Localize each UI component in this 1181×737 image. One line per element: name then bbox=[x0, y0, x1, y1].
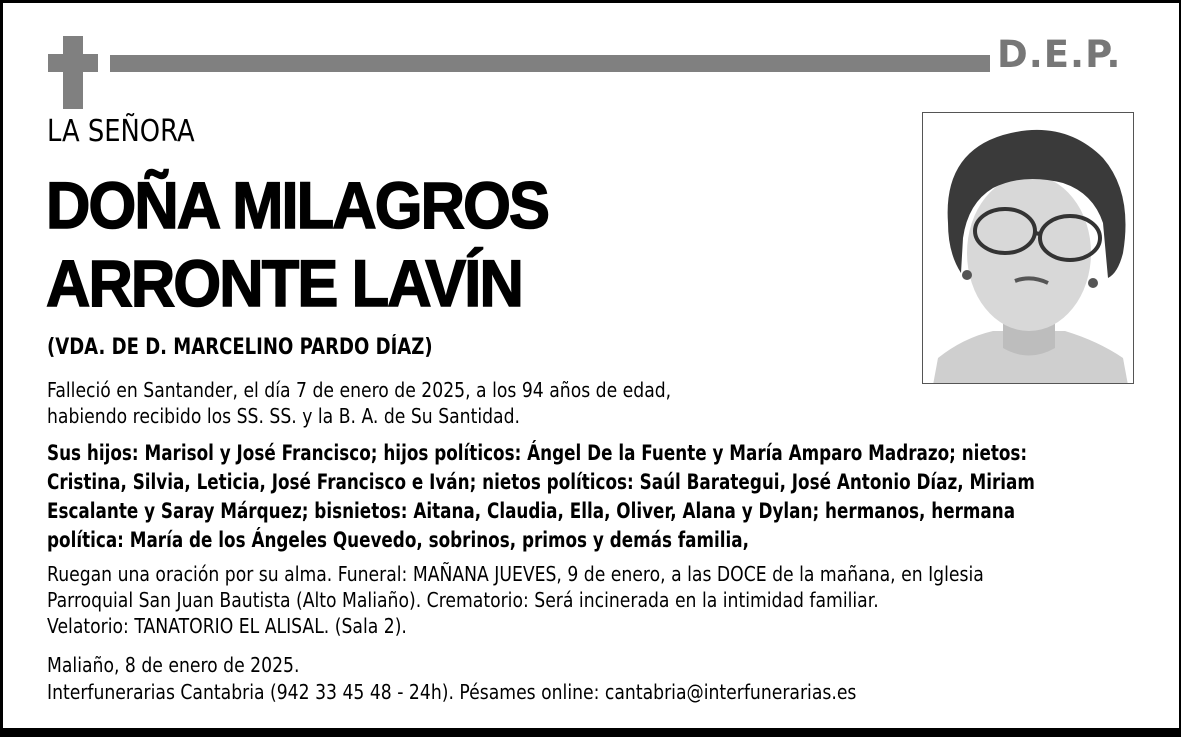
death-info-line: Falleció en Santander, el día 7 de enero de 2025, a los 94 años de edad, bbox=[47, 378, 672, 402]
cross-vertical bbox=[63, 36, 83, 109]
family-line: Escalante y Saray Márquez; bisnietos: Aitana, Claudia, Ella, Oliver, Alana y Dylan; hermanos, hermana bbox=[47, 499, 1016, 523]
funeral-line: Ruegan una oración por su alma. Funeral: MAÑANA JUEVES, 9 de enero, a las DOCE de la mañana, en Iglesia bbox=[47, 562, 984, 586]
family-line: política: María de los Ángeles Quevedo, sobrinos, primos y demás familia, bbox=[47, 528, 749, 552]
widow-of: (VDA. DE D. MARCELINO PARDO DÍAZ) bbox=[47, 335, 433, 360]
funeral-line: Velatorio: TANATORIO EL ALISAL. (Sala 2). bbox=[47, 614, 407, 638]
family-line: Sus hijos: Marisol y José Francisco; hijos políticos: Ángel De la Fuente y María Amparo Madrazo; nietos: bbox=[47, 441, 1028, 465]
deceased-name-line2: ARRONTE LAVÍN bbox=[46, 246, 522, 320]
death-info-line: habiendo recibido los SS. SS. y la B. A. de Su Santidad. bbox=[47, 404, 521, 428]
header-rule bbox=[110, 55, 990, 72]
place-date: Maliaño, 8 de enero de 2025. bbox=[47, 653, 300, 677]
funeral-home-contact: Interfunerarias Cantabria (942 33 45 48 - 24h). Pésames online: cantabria@interfunerarias.es bbox=[47, 680, 857, 704]
deceased-name-line1: DOÑA MILAGROS bbox=[46, 168, 549, 242]
honorific-title: LA SEÑORA bbox=[47, 114, 195, 149]
funeral-line: Parroquial San Juan Bautista (Alto Maliaño). Crematorio: Será incinerada en la intimidad familiar. bbox=[47, 588, 879, 612]
portrait-icon bbox=[923, 113, 1134, 384]
dep-label: D.E.P. bbox=[997, 33, 1122, 76]
family-line: Cristina, Silvia, Leticia, José Francisco e Iván; nietos políticos: Saúl Barategui, José Antonio Díaz, Miriam bbox=[47, 470, 1035, 494]
cross-horizontal bbox=[48, 54, 98, 72]
portrait-photo bbox=[922, 112, 1134, 384]
